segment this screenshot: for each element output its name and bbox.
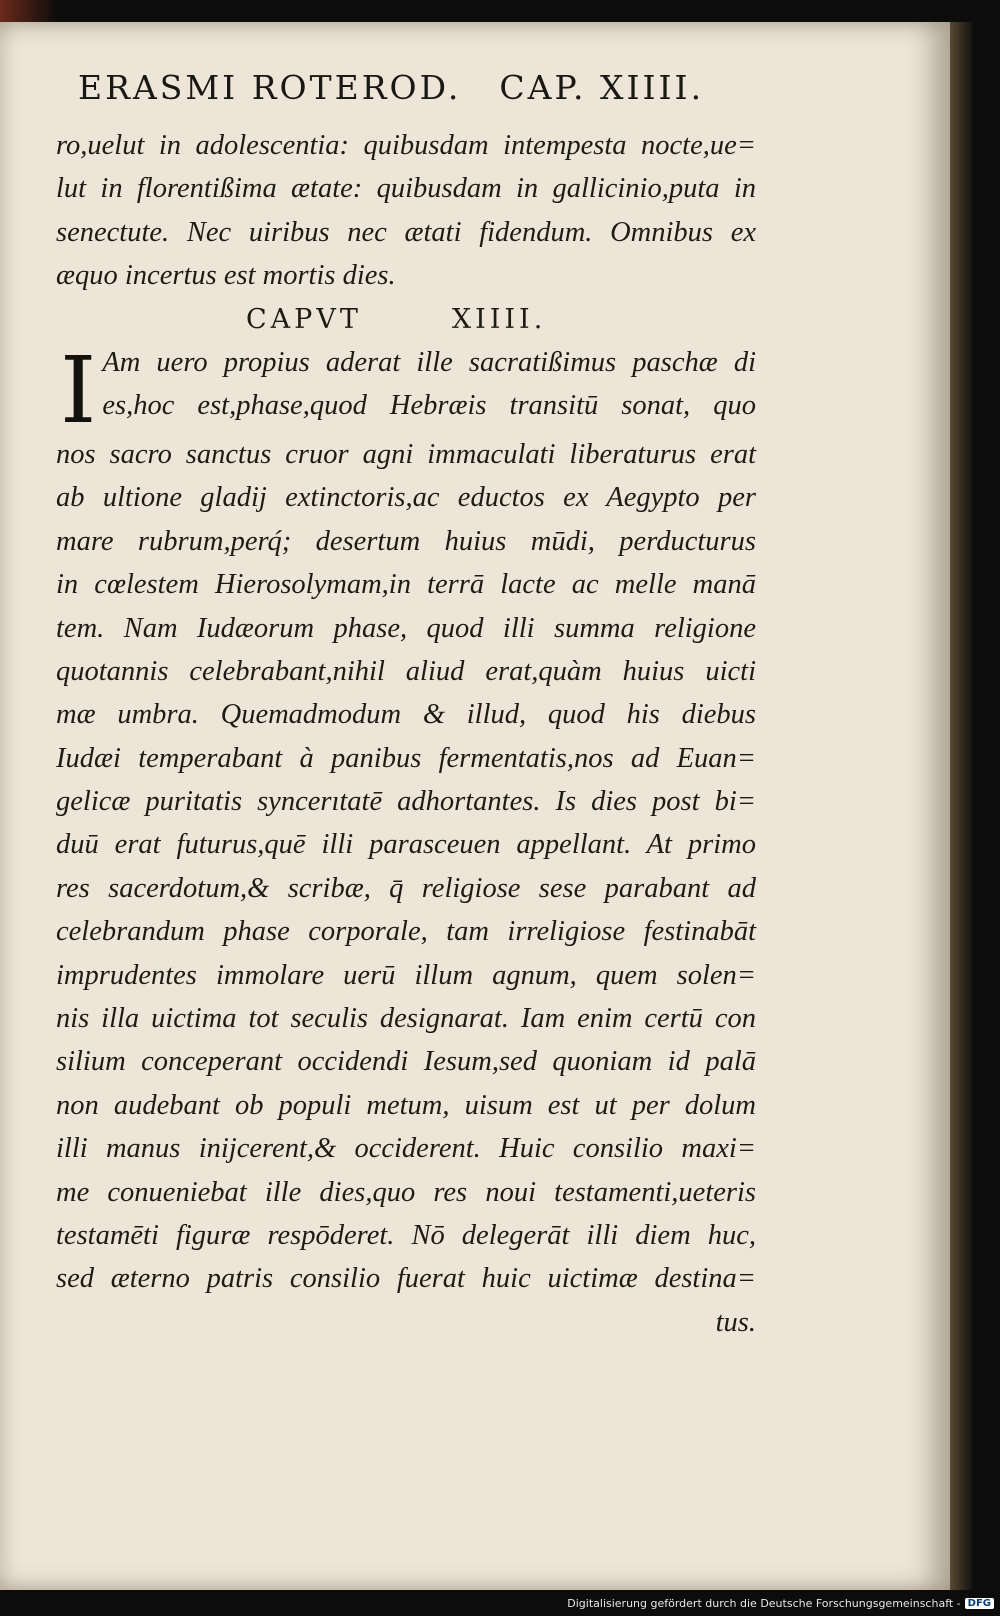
decorated-initial: I [60, 336, 97, 444]
text-line: Am uero propius aderat ille sacratißimus paschæ di [102, 346, 756, 378]
color-bar-corner [0, 0, 58, 22]
running-head-chapter: CAP. XIIII. [499, 68, 705, 107]
text-line: nos sacro sanctus cruor agni immaculati liberaturus erat [56, 438, 756, 470]
catchword: tus. [715, 1306, 756, 1338]
text-line: mæ umbra. Quemadmodum & illud, quod his diebus [56, 699, 756, 731]
text-line: sed æterno patris consilio fuerat huic uictimæ destina= [56, 1263, 756, 1295]
page-body-text [56, 124, 756, 1344]
chapter-heading-word: CAPVT [246, 303, 362, 335]
running-head [78, 68, 778, 107]
running-head-author: ERASMI ROTEROD. [78, 68, 462, 107]
text-line: illi manus inijcerent,& occiderent. Huic consilio maxi= [56, 1133, 756, 1165]
text-line: Iudæi temperabant à panibus fermentatis,nos ad Euan= [56, 742, 756, 774]
text-line: es,hoc est,phase,quod Hebræis transitū sonat, quo [102, 390, 756, 422]
text-line: tem. Nam Iudæorum phase, quod illi summa religione [56, 612, 756, 644]
chapter-heading [56, 298, 756, 341]
text-line: quotannis celebrabant,nihil aliud erat,quàm huius uicti [56, 655, 756, 687]
text-line: ab ultione gladij extinctoris,ac eductos ex Aegypto per [56, 482, 756, 514]
book-page [0, 22, 950, 1590]
text-line: imprudentes immolare uerū illum agnum, quem solen= [56, 959, 756, 991]
text-line: silium conceperant occidendi Iesum,sed quoniam id palā [56, 1046, 756, 1078]
text-line: res sacerdotum,& scribæ, q̄ religiose sese parabant ad [56, 872, 756, 904]
text-line: senectute. Nec uiribus nec ætati fidendum. Omnibus ex [56, 216, 756, 248]
text-line: in cœlestem Hierosolymam,in terrā lacte ac melle manā [56, 569, 756, 601]
text-line: testamēti figuræ respōderet. Nō delegerāt illi diem huc, [56, 1219, 756, 1251]
text-line: celebrandum phase corporale, tam irreligiose festinabāt [56, 916, 756, 948]
chapter-heading-number: XIIII. [451, 303, 547, 335]
text-line: duū erat futurus,quē illi parasceuen appellant. At primo [56, 829, 756, 861]
text-line: mare rubrum,perq́; desertum huius mūdi, perducturus [56, 525, 756, 557]
book-page-edge [950, 22, 972, 1590]
digitization-footer [567, 1597, 994, 1610]
text-line: me conueniebat ille dies,quo res noui testamenti,ueteris [56, 1176, 756, 1208]
text-line: lut in florentißima ætate: quibusdam in gallicinio,puta in [56, 173, 756, 205]
text-line: nis illa uictima tot seculis designarat. Iam enim certū con [56, 1003, 756, 1035]
text-line: gelicæ puritatis syncerıtatē adhortantes. Is dies post bi= [56, 786, 756, 818]
text-line: ro,uelut in adolescentia: quibusdam intempesta nocte,ue= [56, 130, 756, 161]
text-line: non audebant ob populi metum, uisum est ut per dolum [56, 1089, 756, 1121]
text-line: æquo incertus est mortis dies. [56, 260, 396, 292]
footer-credit: Digitalisierung gefördert durch die Deutsche Forschungsgemeinschaft - [567, 1597, 961, 1610]
dfg-logo: DFG [965, 1598, 994, 1609]
